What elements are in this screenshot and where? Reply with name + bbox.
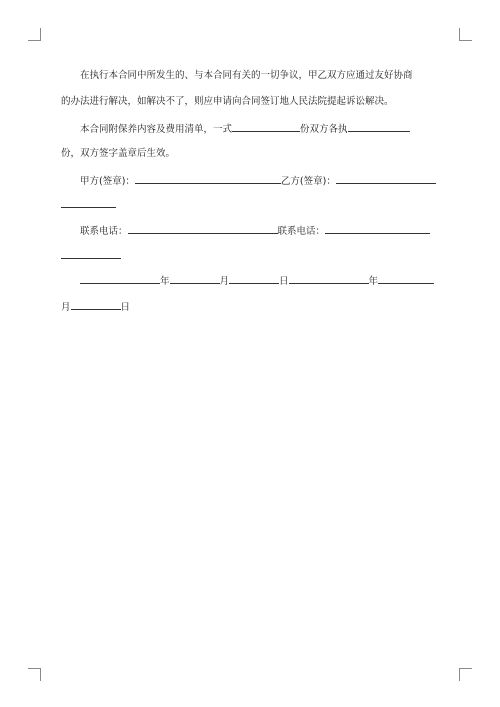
- signature-row: [80, 173, 436, 189]
- party-a-phone-label: 联系电话：: [80, 226, 128, 237]
- party-b-phone-blank[interactable]: [325, 223, 430, 234]
- crop-mark-bottom-right: [459, 668, 472, 681]
- crop-mark-top-right: [459, 28, 472, 41]
- phone-row: [80, 223, 430, 239]
- party-a-month-blank[interactable]: [170, 273, 220, 284]
- dispute-clause-line-2: 的办法进行解决，如解决不了，则应申请向合同签订地人民法院提起诉讼解决。: [61, 96, 394, 107]
- party-a-phone-blank[interactable]: [128, 223, 278, 234]
- party-b-signature-label: 乙方(签章)：: [280, 176, 336, 187]
- copies-clause-line-2: 份，双方签字盖章后生效。: [61, 148, 176, 159]
- date-row: 年 月 日 年: [80, 273, 434, 289]
- party-b-phone-blank-continued[interactable]: [61, 248, 121, 259]
- phone-row-continuation: [61, 248, 121, 264]
- signature-row-continuation: [61, 197, 116, 213]
- party-a-signature-label: 甲方(签章)：: [80, 176, 135, 187]
- party-a-day-blank[interactable]: [229, 273, 279, 284]
- copies-count-blank[interactable]: [232, 121, 300, 132]
- crop-mark-top-left: [28, 28, 41, 41]
- party-a-signature-blank[interactable]: [135, 173, 281, 184]
- party-b-month-blank[interactable]: [71, 299, 121, 310]
- copies-each-blank[interactable]: [348, 121, 410, 132]
- date-row-continuation: 月 日: [61, 299, 130, 315]
- party-b-signature-blank[interactable]: [336, 173, 436, 184]
- party-b-phone-label: 联系电话：: [277, 226, 326, 237]
- crop-mark-bottom-left: [28, 668, 41, 681]
- dispute-clause-line-1: 在执行本合同中所发生的、与本合同有关的一切争议，甲乙双方应通过友好协商: [80, 70, 413, 81]
- party-a-year-blank[interactable]: [80, 273, 160, 284]
- party-b-year-tail-blank[interactable]: [378, 273, 434, 284]
- party-b-signature-blank-continued[interactable]: [61, 197, 116, 208]
- copies-clause-line-1: 本合同附保养内容及费用清单，一式 份双方各执: [80, 121, 410, 137]
- party-b-year-blank[interactable]: [289, 273, 369, 284]
